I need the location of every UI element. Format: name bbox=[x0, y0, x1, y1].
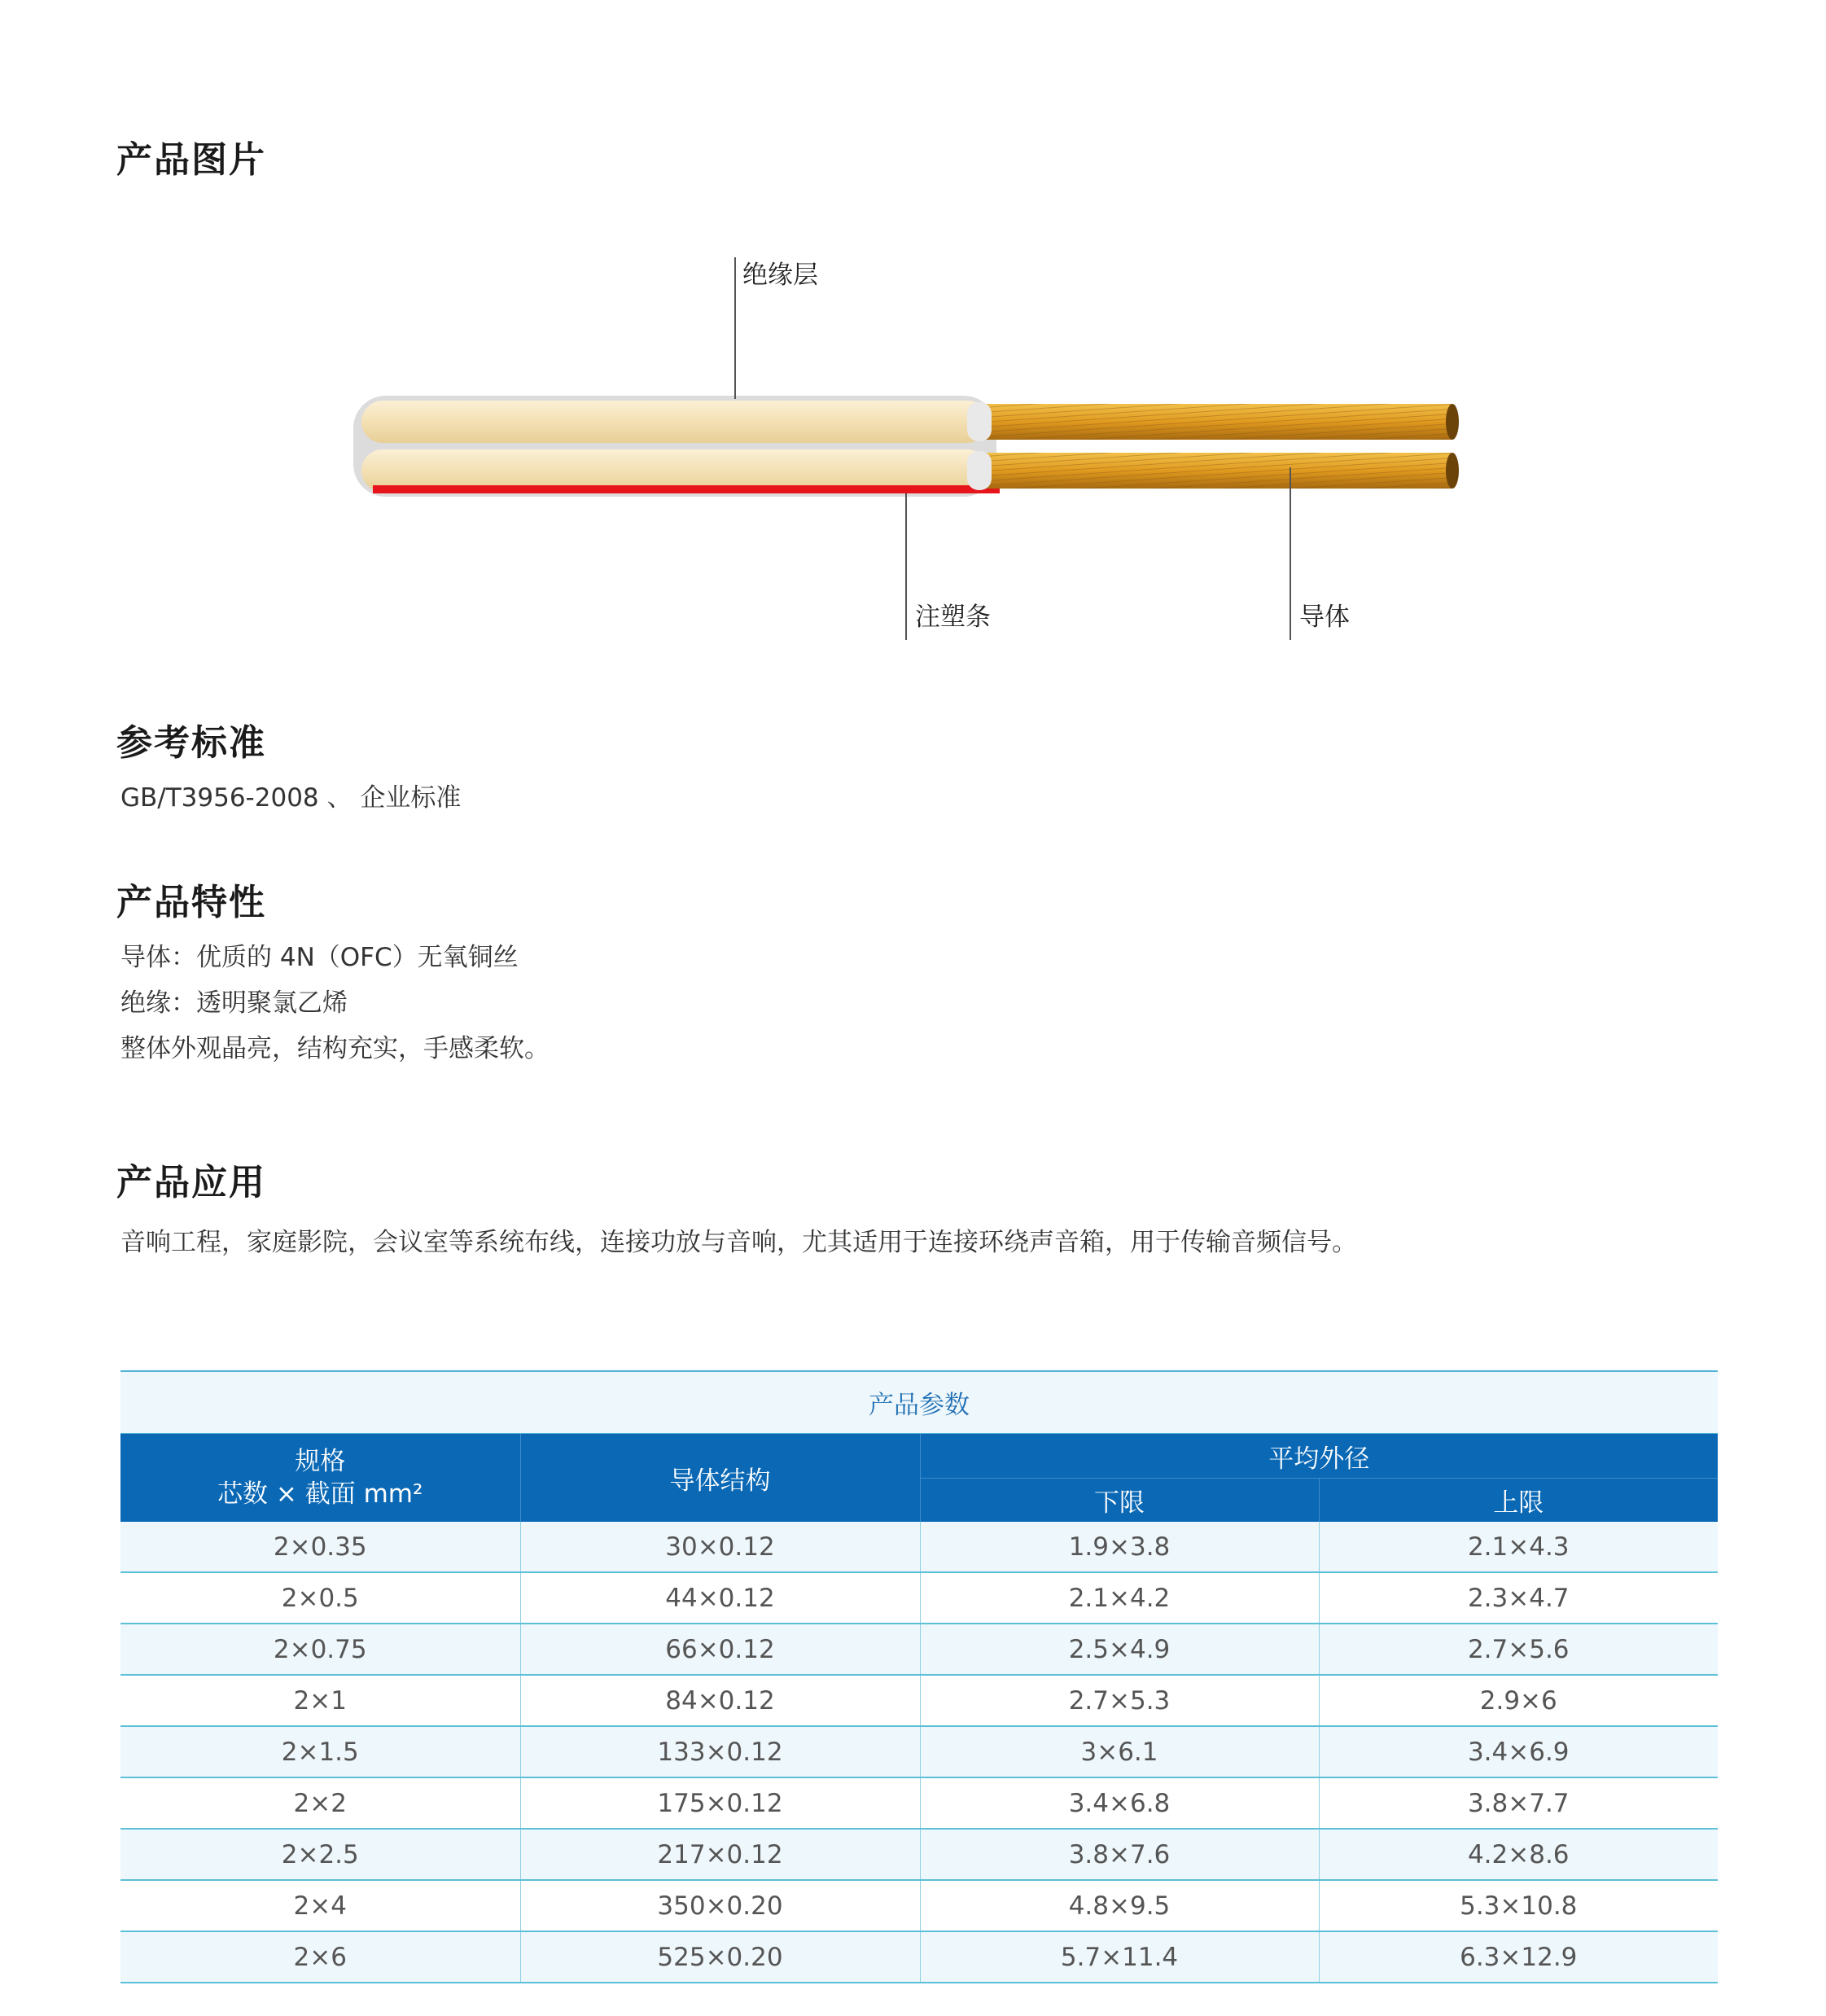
cell-structure: 66×0.12 bbox=[520, 1624, 920, 1675]
cell-spec: 2×6 bbox=[120, 1931, 520, 1983]
label-molded-strip: 注塑条 bbox=[915, 603, 991, 632]
standard-text: GB/T3956-2008 、 企业标准 bbox=[120, 783, 462, 813]
header-spec-line1: 规格 bbox=[295, 1447, 346, 1476]
cable-diagram bbox=[342, 244, 1498, 651]
cell-lower: 1.9×3.8 bbox=[920, 1522, 1319, 1572]
cell-spec: 2×0.75 bbox=[120, 1624, 520, 1675]
cell-lower: 2.1×4.2 bbox=[920, 1572, 1319, 1624]
header-lower: 下限 bbox=[920, 1479, 1319, 1523]
header-avg-od: 平均外径 bbox=[920, 1434, 1718, 1479]
cell-lower: 3×6.1 bbox=[920, 1726, 1319, 1777]
table-body bbox=[120, 1522, 1718, 1983]
cell-structure: 217×0.12 bbox=[520, 1829, 920, 1880]
cell-spec: 2×2 bbox=[120, 1777, 520, 1829]
cell-upper: 3.8×7.7 bbox=[1319, 1777, 1718, 1829]
cell-spec: 2×2.5 bbox=[120, 1829, 520, 1880]
cell-upper: 3.4×6.9 bbox=[1319, 1726, 1718, 1777]
cell-structure: 44×0.12 bbox=[520, 1572, 920, 1624]
cable-illustration bbox=[342, 244, 1498, 651]
insulation-leader-line bbox=[734, 257, 736, 399]
cell-lower: 4.8×9.5 bbox=[920, 1880, 1319, 1931]
header-structure: 导体结构 bbox=[520, 1434, 920, 1523]
upper-core-insulation bbox=[361, 401, 988, 443]
section-title-application: 产品应用 bbox=[116, 1162, 266, 1203]
application-text: 音响工程，家庭影院，会议室等系统布线，连接功放与音响，尤其适用于连接环绕声音箱，用于传输音频信号。 bbox=[120, 1228, 1357, 1257]
cell-spec: 2×0.5 bbox=[120, 1572, 520, 1624]
red-stripe bbox=[373, 485, 1000, 493]
table-caption: 产品参数 bbox=[120, 1371, 1718, 1434]
cell-upper: 2.9×6 bbox=[1319, 1675, 1718, 1726]
section-title-standard: 参考标准 bbox=[116, 722, 266, 764]
label-insulation: 绝缘层 bbox=[742, 261, 818, 290]
table-row bbox=[120, 1726, 1718, 1777]
cell-structure: 525×0.20 bbox=[520, 1931, 920, 1983]
product-parameters-table bbox=[120, 1370, 1718, 1983]
cell-structure: 350×0.20 bbox=[520, 1880, 920, 1931]
table-row bbox=[120, 1880, 1718, 1931]
cell-upper: 2.7×5.6 bbox=[1319, 1624, 1718, 1675]
cell-lower: 2.7×5.3 bbox=[920, 1675, 1319, 1726]
cell-structure: 30×0.12 bbox=[520, 1522, 920, 1572]
table-row bbox=[120, 1777, 1718, 1829]
cell-structure: 84×0.12 bbox=[520, 1675, 920, 1726]
cell-upper: 2.1×4.3 bbox=[1319, 1522, 1718, 1572]
cell-upper: 4.2×8.6 bbox=[1319, 1829, 1718, 1880]
cell-spec: 2×4 bbox=[120, 1880, 520, 1931]
cell-upper: 2.3×4.7 bbox=[1319, 1572, 1718, 1624]
cell-structure: 133×0.12 bbox=[520, 1726, 920, 1777]
cell-upper: 6.3×12.9 bbox=[1319, 1931, 1718, 1983]
cell-lower: 3.4×6.8 bbox=[920, 1777, 1319, 1829]
table-row bbox=[120, 1675, 1718, 1726]
table-row bbox=[120, 1522, 1718, 1572]
feature-line: 整体外观晶亮，结构充实，手感柔软。 bbox=[120, 1034, 550, 1063]
feature-line: 导体：优质的 4N（OFC）无氧铜丝 bbox=[120, 943, 519, 972]
table-row bbox=[120, 1931, 1718, 1983]
header-upper: 上限 bbox=[1319, 1479, 1718, 1523]
cell-lower: 2.5×4.9 bbox=[920, 1624, 1319, 1675]
section-title-product-image: 产品图片 bbox=[116, 139, 266, 181]
header-spec bbox=[120, 1434, 520, 1523]
table-row bbox=[120, 1572, 1718, 1624]
cell-spec: 2×1.5 bbox=[120, 1726, 520, 1777]
header-spec-line2: 芯数 × 截面 mm² bbox=[217, 1479, 423, 1509]
conductor-leader-line bbox=[1290, 467, 1291, 640]
section-title-features: 产品特性 bbox=[116, 882, 266, 923]
feature-line: 绝缘：透明聚氯乙烯 bbox=[120, 988, 348, 1018]
cell-lower: 3.8×7.6 bbox=[920, 1829, 1319, 1880]
molded-strip-leader-line bbox=[905, 493, 907, 640]
cell-upper: 5.3×10.8 bbox=[1319, 1880, 1718, 1931]
cell-spec: 2×1 bbox=[120, 1675, 520, 1726]
label-conductor: 导体 bbox=[1299, 603, 1350, 632]
cell-lower: 5.7×11.4 bbox=[920, 1931, 1319, 1983]
table-row bbox=[120, 1829, 1718, 1880]
cell-structure: 175×0.12 bbox=[520, 1777, 920, 1829]
cell-spec: 2×0.35 bbox=[120, 1522, 520, 1572]
table-row bbox=[120, 1624, 1718, 1675]
